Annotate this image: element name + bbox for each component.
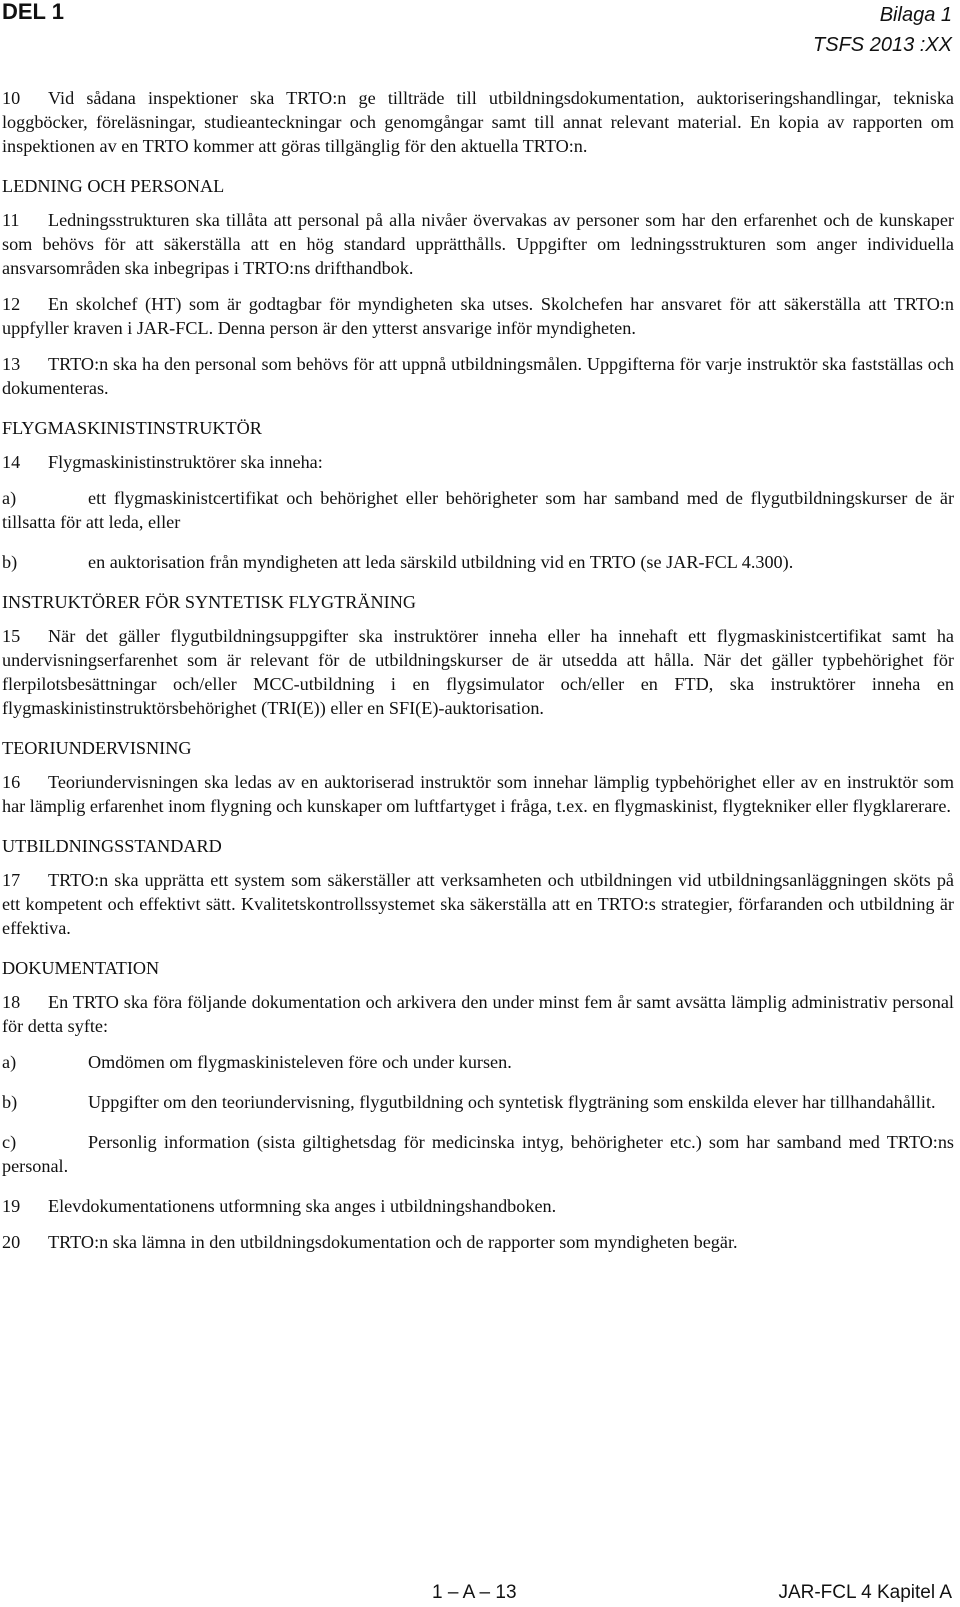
document-body [2,86,954,1270]
paragraph-text: Flygmaskinistinstruktörer ska inneha: [48,452,323,472]
page-number: 1 – A – 13 [432,1582,517,1603]
paragraph-number: 18 [2,992,21,1012]
numbered-paragraph [2,624,954,720]
paragraph-text: TRTO:n ska lämna in den utbildningsdokumentation och de rapporter som myndigheten begär. [48,1232,738,1252]
section-heading: INSTRUKTÖRER FÖR SYNTETISK FLYGTRÄNING [2,592,416,612]
numbered-paragraph [2,450,954,474]
section-heading: TEORIUNDERVISNING [2,738,192,758]
document-reference: JAR-FCL 4 Kapitel A [778,1582,952,1603]
paragraph-text: Elevdokumentationens utformning ska anges i utbildningshandboken. [48,1196,557,1216]
numbered-paragraph [2,868,954,940]
paragraph-number: 10 [2,88,21,108]
numbered-paragraph [2,1194,954,1218]
numbered-paragraph [2,990,954,1038]
list-item-text: ett flygmaskinistcertifikat och behörighet eller behörigheter som har samband med de flygutbildningskurser de är tillsatta för att leda, eller [2,488,954,532]
paragraph-number: 20 [2,1232,21,1252]
section [2,956,954,1254]
section [2,834,954,940]
list-item-text: Personlig information (sista giltighetsdag för medicinska intyg, behörigheter etc.) som har samband med TRTO:ns personal. [2,1132,954,1176]
page-header-right [813,0,952,60]
regulation-reference: TSFS 2013 :XX [813,34,952,56]
list-item-label: a) [2,1052,17,1072]
paragraph-text: TRTO:n ska upprätta ett system som säkerställer att verksamheten och utbildningen vid utbildningsanläggningen sköts på ett kompetent och effektivt sätt. Kvalitetskontrollssystemet ska säkerställa att en TRTO:s strategier, förfaranden och utbildning är effektiva. [2,870,954,938]
list-item [2,550,954,574]
section-heading: DOKUMENTATION [2,958,160,978]
section [2,736,954,818]
list-item-text: Omdömen om flygmaskinisteleven före och under kursen. [88,1052,512,1072]
paragraph-text: När det gäller flygutbildningsuppgifter ska instruktörer inneha eller ha innehaft ett flygmaskinistcertifikat samt ha undervisningserfarenhet som är relevant för de utbildningskurser de är utsedda att hålla. När det gäller typbehörighet för flerpilotsbesättningar och/eller MCC-utbildning i en flygsimulator och/eller en FTD, ska instruktörer inneha en flygmaskinistinstruktörsbehörighet (TRI(E)) eller en SFI(E)-auktorisation. [2,626,954,718]
paragraph-number: 12 [2,294,21,314]
annex-label: Bilaga 1 [879,4,952,26]
list-item [2,1130,954,1178]
list-item-text: Uppgifter om den teoriundervisning, flygutbildning och syntetisk flygträning som enskilda elever har tillhandahållit. [88,1092,936,1112]
section [2,86,954,158]
paragraph-number: 17 [2,870,21,890]
paragraph-number: 15 [2,626,21,646]
numbered-paragraph [2,208,954,280]
paragraph-text: Vid sådana inspektioner ska TRTO:n ge tillträde till utbildningsdokumentation, auktoriseringshandlingar, tekniska loggböcker, föreläsningar, studieanteckningar och genomgångar samt till annat relevant material. En kopia av rapporten om inspektionen av en TRTO kommer att göras tillgänglig för den aktuella TRTO:n. [2,88,954,156]
part-label: DEL 1 [2,0,64,24]
paragraph-text: Teoriundervisningen ska ledas av en auktoriserad instruktör som innehar lämplig typbehörighet eller av en instruktör som har lämplig erfarenhet inom flygning och kunskaper om luftfartyget i fråga, t.ex. en flygmaskinist, flygtekniker eller flygklarerare. [2,772,954,816]
paragraph-number: 19 [2,1196,21,1216]
list-item-text: en auktorisation från myndigheten att leda särskild utbildning vid en TRTO (se JAR-FCL 4.300). [88,552,794,572]
list-item-label: c) [2,1132,17,1152]
list-item-label: b) [2,552,18,572]
section-heading: FLYGMASKINISTINSTRUKTÖR [2,418,262,438]
list-item [2,1050,954,1074]
section-heading: LEDNING OCH PERSONAL [2,176,225,196]
numbered-paragraph [2,86,954,158]
section [2,174,954,400]
list-item-label: b) [2,1092,18,1112]
section [2,590,954,720]
list-item [2,486,954,534]
section [2,416,954,574]
list-item [2,1090,954,1114]
paragraph-text: Ledningsstrukturen ska tillåta att personal på alla nivåer övervakas av personer som har den erfarenhet och de kunskaper som behövs för att säkerställa att en hög standard upprätthålls. Uppgifter om ledningsstrukturen som anger individuella ansvarsområden ska inbegripas i TRTO:ns drifthandbok. [2,210,954,278]
paragraph-number: 14 [2,452,21,472]
paragraph-text: TRTO:n ska ha den personal som behövs för att uppnå utbildningsmålen. Uppgifterna för varje instruktör ska fastställas och dokumenteras. [2,354,954,398]
paragraph-text: En TRTO ska föra följande dokumentation och arkivera den under minst fem år samt avsätta lämplig administrativ personal för detta syfte: [2,992,954,1036]
numbered-paragraph [2,292,954,340]
numbered-paragraph [2,770,954,818]
paragraph-number: 16 [2,772,21,792]
numbered-paragraph [2,1230,954,1254]
section-heading: UTBILDNINGSSTANDARD [2,836,222,856]
list-item-label: a) [2,488,17,508]
paragraph-number: 13 [2,354,21,374]
numbered-paragraph [2,352,954,400]
paragraph-number: 11 [2,210,20,230]
paragraph-text: En skolchef (HT) som är godtagbar för myndigheten ska utses. Skolchefen har ansvaret för att säkerställa att TRTO:n uppfyller kraven i JAR-FCL. Denna person är den ytterst ansvarige inför myndigheten. [2,294,954,338]
